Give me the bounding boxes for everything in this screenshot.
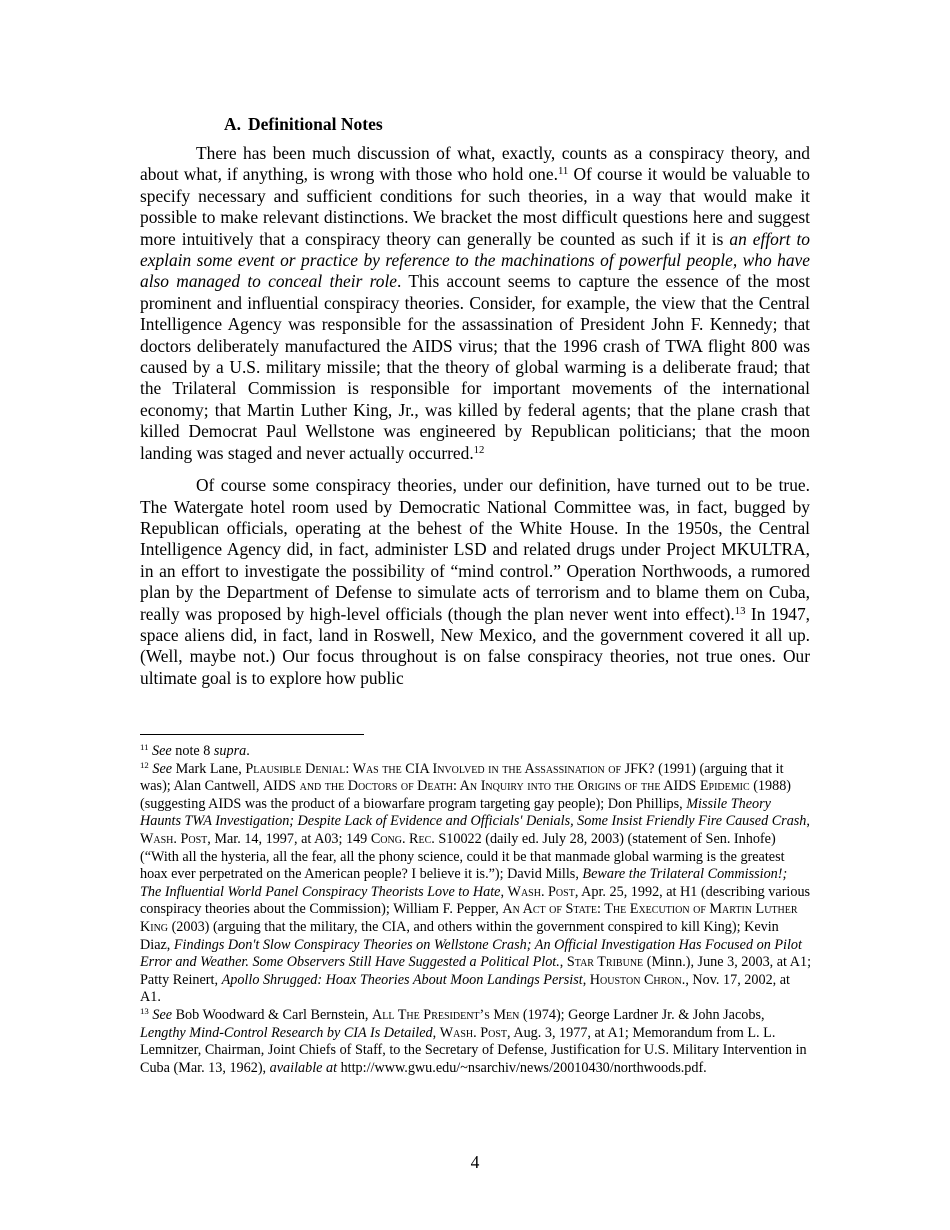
footnote-number: 11 [140,742,149,753]
fn-available-at: available at [269,1059,338,1076]
fn-text: , [432,1024,440,1041]
fn-text: (2003) (arguing that the military, the CIA, and others within the government conspired to kill King); Kevin Diaz, [140,918,779,953]
p1-text-a: There has been much discussion of what, exactly, counts as a conspiracy theory, and about what, if anything, is wrong with those who hold one. [140,143,810,185]
footnote-ref-11[interactable]: 11 [557,165,569,178]
fn-publication: Cong. Rec. [370,830,435,847]
signal-see: See [152,760,173,777]
fn-text: , Mar. 14, 1997, at A03; 149 [207,830,371,847]
p1-text-c: . This account seems to capture the essence of the most prominent and influential conspiracy theories. Consider, for example, the view that the Central Intelligence Agency was responsible for the assassination of President John F. Kennedy; that doctors deliberately manufactured the AIDS virus; that the 1996 crash of TWA flight 800 was caused by a U.S. military missile; that the theory of global warming is a deliberate fraud; that the Trilateral Commission is responsible for important movements of the international economy; that Martin Luther King, Jr., was killed by federal agents; that the plane crash that killed Democrat Paul Wellstone was engineered by Republican politicians; that the moon landing was staged and never actually occurred. [140,271,811,463]
fn-text: . [246,743,250,759]
fn-text: , [582,971,590,988]
fn-book-title: AIDS and the Doctors of Death: An Inquiry into the Origins of the AIDS Epidemic [262,778,750,795]
fn-text: (1974); George Lardner Jr. & John Jacobs, [519,1006,765,1023]
fn-article-title: Lengthy Mind-Control Research by CIA Is Detailed [140,1024,433,1041]
footnotes [140,743,812,1077]
section-heading [224,113,383,135]
fn-article-title: Findings Don't Slow Conspiracy Theories on Wellstone Crash; An Official Investigation Has Focused on Pilot Error and Weather. Some Observers Still Have Suggested a Political Plot. [140,936,802,971]
fn-text: , [559,954,567,971]
footnote-number: 12 [140,759,149,770]
fn-publication: Houston Chron. [589,971,686,988]
paragraph-1 [140,143,810,464]
p2-text-b: In 1947, space aliens did, in fact, land in Roswell, New Mexico, and the government covered it all up. (Well, maybe not.) Our focus throughout is on false conspiracy theories, not true ones. Our ultimate goal is to explore how public [140,603,810,688]
fn-text: , [500,883,508,900]
fn-text: S10022 (daily ed. July 28, 2003) (statement of Sen. Inhofe) (“With all the hysteria, all the fear, all the phony science, could it be that manmade global warming is the greatest hoax ever perpetrated on the American people? I believe it is.”); David Mills, [140,830,785,883]
body-text [140,143,810,700]
fn-publication: Wash. Post [140,830,208,847]
fn-text: , Aug. 3, 1977, at A1; Memorandum from L. L. Lemnitzer, Chairman, Joint Chiefs of Staff, to the Secretary of Defense, Justification for U.S. Military Intervention in Cuba (Mar. 13, 1962), [140,1024,807,1076]
fn-article-title: Beware the Trilateral Commission!; The Influential World Panel Conspiracy Theorists Love to Hate [140,866,788,900]
fn-article-title: Missile Theory Haunts TWA Investigation; Despite Lack of Evidence and Officials' Denials, Some Insist Friendly Fire Caused Crash [140,795,807,830]
fn-book-title: An Act of State: The Execution of Martin Luther King [140,901,798,935]
fn-text: (1991) (arguing that it was); Alan Cantwell, [140,760,784,795]
fn-supra: supra [213,743,247,759]
footnote-13 [140,1007,812,1077]
fn-text: note 8 [171,743,214,759]
footnote-number: 13 [140,1006,149,1017]
paragraph-2 [140,475,810,689]
footnote-ref-13[interactable]: 13 [734,604,746,617]
fn-text: , Apr. 25, 1992, at H1 (describing various conspiracy theories about the Commission); William F. Pepper, [140,883,811,918]
p1-text-b: Of course it would be valuable to specify necessary and sufficient conditions for such theories, in a way that would make it possible to make relevant distinctions. We bracket the most difficult questions here and suggest more intuitively that a conspiracy theory can generally be counted as such if it is [140,164,810,249]
p1-definition: an effort to explain some event or practice by reference to the machinations of powerful people, who have also managed to conceal their role [140,228,810,292]
section-title: Definitional Notes [248,114,383,134]
footnote-12 [140,761,812,1007]
page-number: 4 [470,1152,480,1172]
fn-text: , Nov. 17, 2002, at A1. [140,971,790,1006]
fn-text: (Minn.), June 3, 2003, at A1; Patty Reinert, [140,954,812,988]
section-number: A. [224,114,242,134]
p2-text-a: Of course some conspiracy theories, under our definition, have turned out to be true. The Watergate hotel room used by Democratic National Committee was, in fact, bugged by Republican officials, operating at the behest of the White House. In the 1950s, the Central Intelligence Agency did, in fact, administer LSD and related drugs under Project MKULTRA, in an effort to investigate the possibility of “mind control.” Operation Northwoods, a rumored plan by the Department of Defense to simulate acts of terrorism and to blame them on Cuba, really was proposed by high-level officials (though the plan never went into effect). [140,475,810,624]
fn-text: Bob Woodward & Carl Bernstein, [172,1006,373,1023]
footnote-11 [140,743,812,761]
fn-publication: Wash. Post [507,883,575,900]
fn-text: Mark Lane, [172,760,246,777]
footnote-ref-12[interactable]: 12 [473,443,485,456]
signal-see: See [152,743,172,759]
fn-publication: Wash. Post [439,1024,508,1041]
footnote-separator [140,734,364,735]
signal-see: See [152,1006,173,1023]
fn-text: (1988) (suggesting AIDS was the product of a biowarfare program targeting gay people); Don Phillips, [140,778,792,812]
fn-text: , [806,813,810,830]
fn-article-title: Apollo Shrugged: Hoax Theories About Moon Landings Persist [221,971,583,988]
fn-book-title: All The President’s Men [372,1006,520,1023]
fn-url-text: http://www.gwu.edu/~nsarchiv/news/20010430/northwoods.pdf. [337,1059,707,1076]
fn-book-title: Plausible Denial: Was the CIA Involved in the Assassination of JFK? [245,760,655,777]
fn-publication: Star Tribune [566,954,644,971]
